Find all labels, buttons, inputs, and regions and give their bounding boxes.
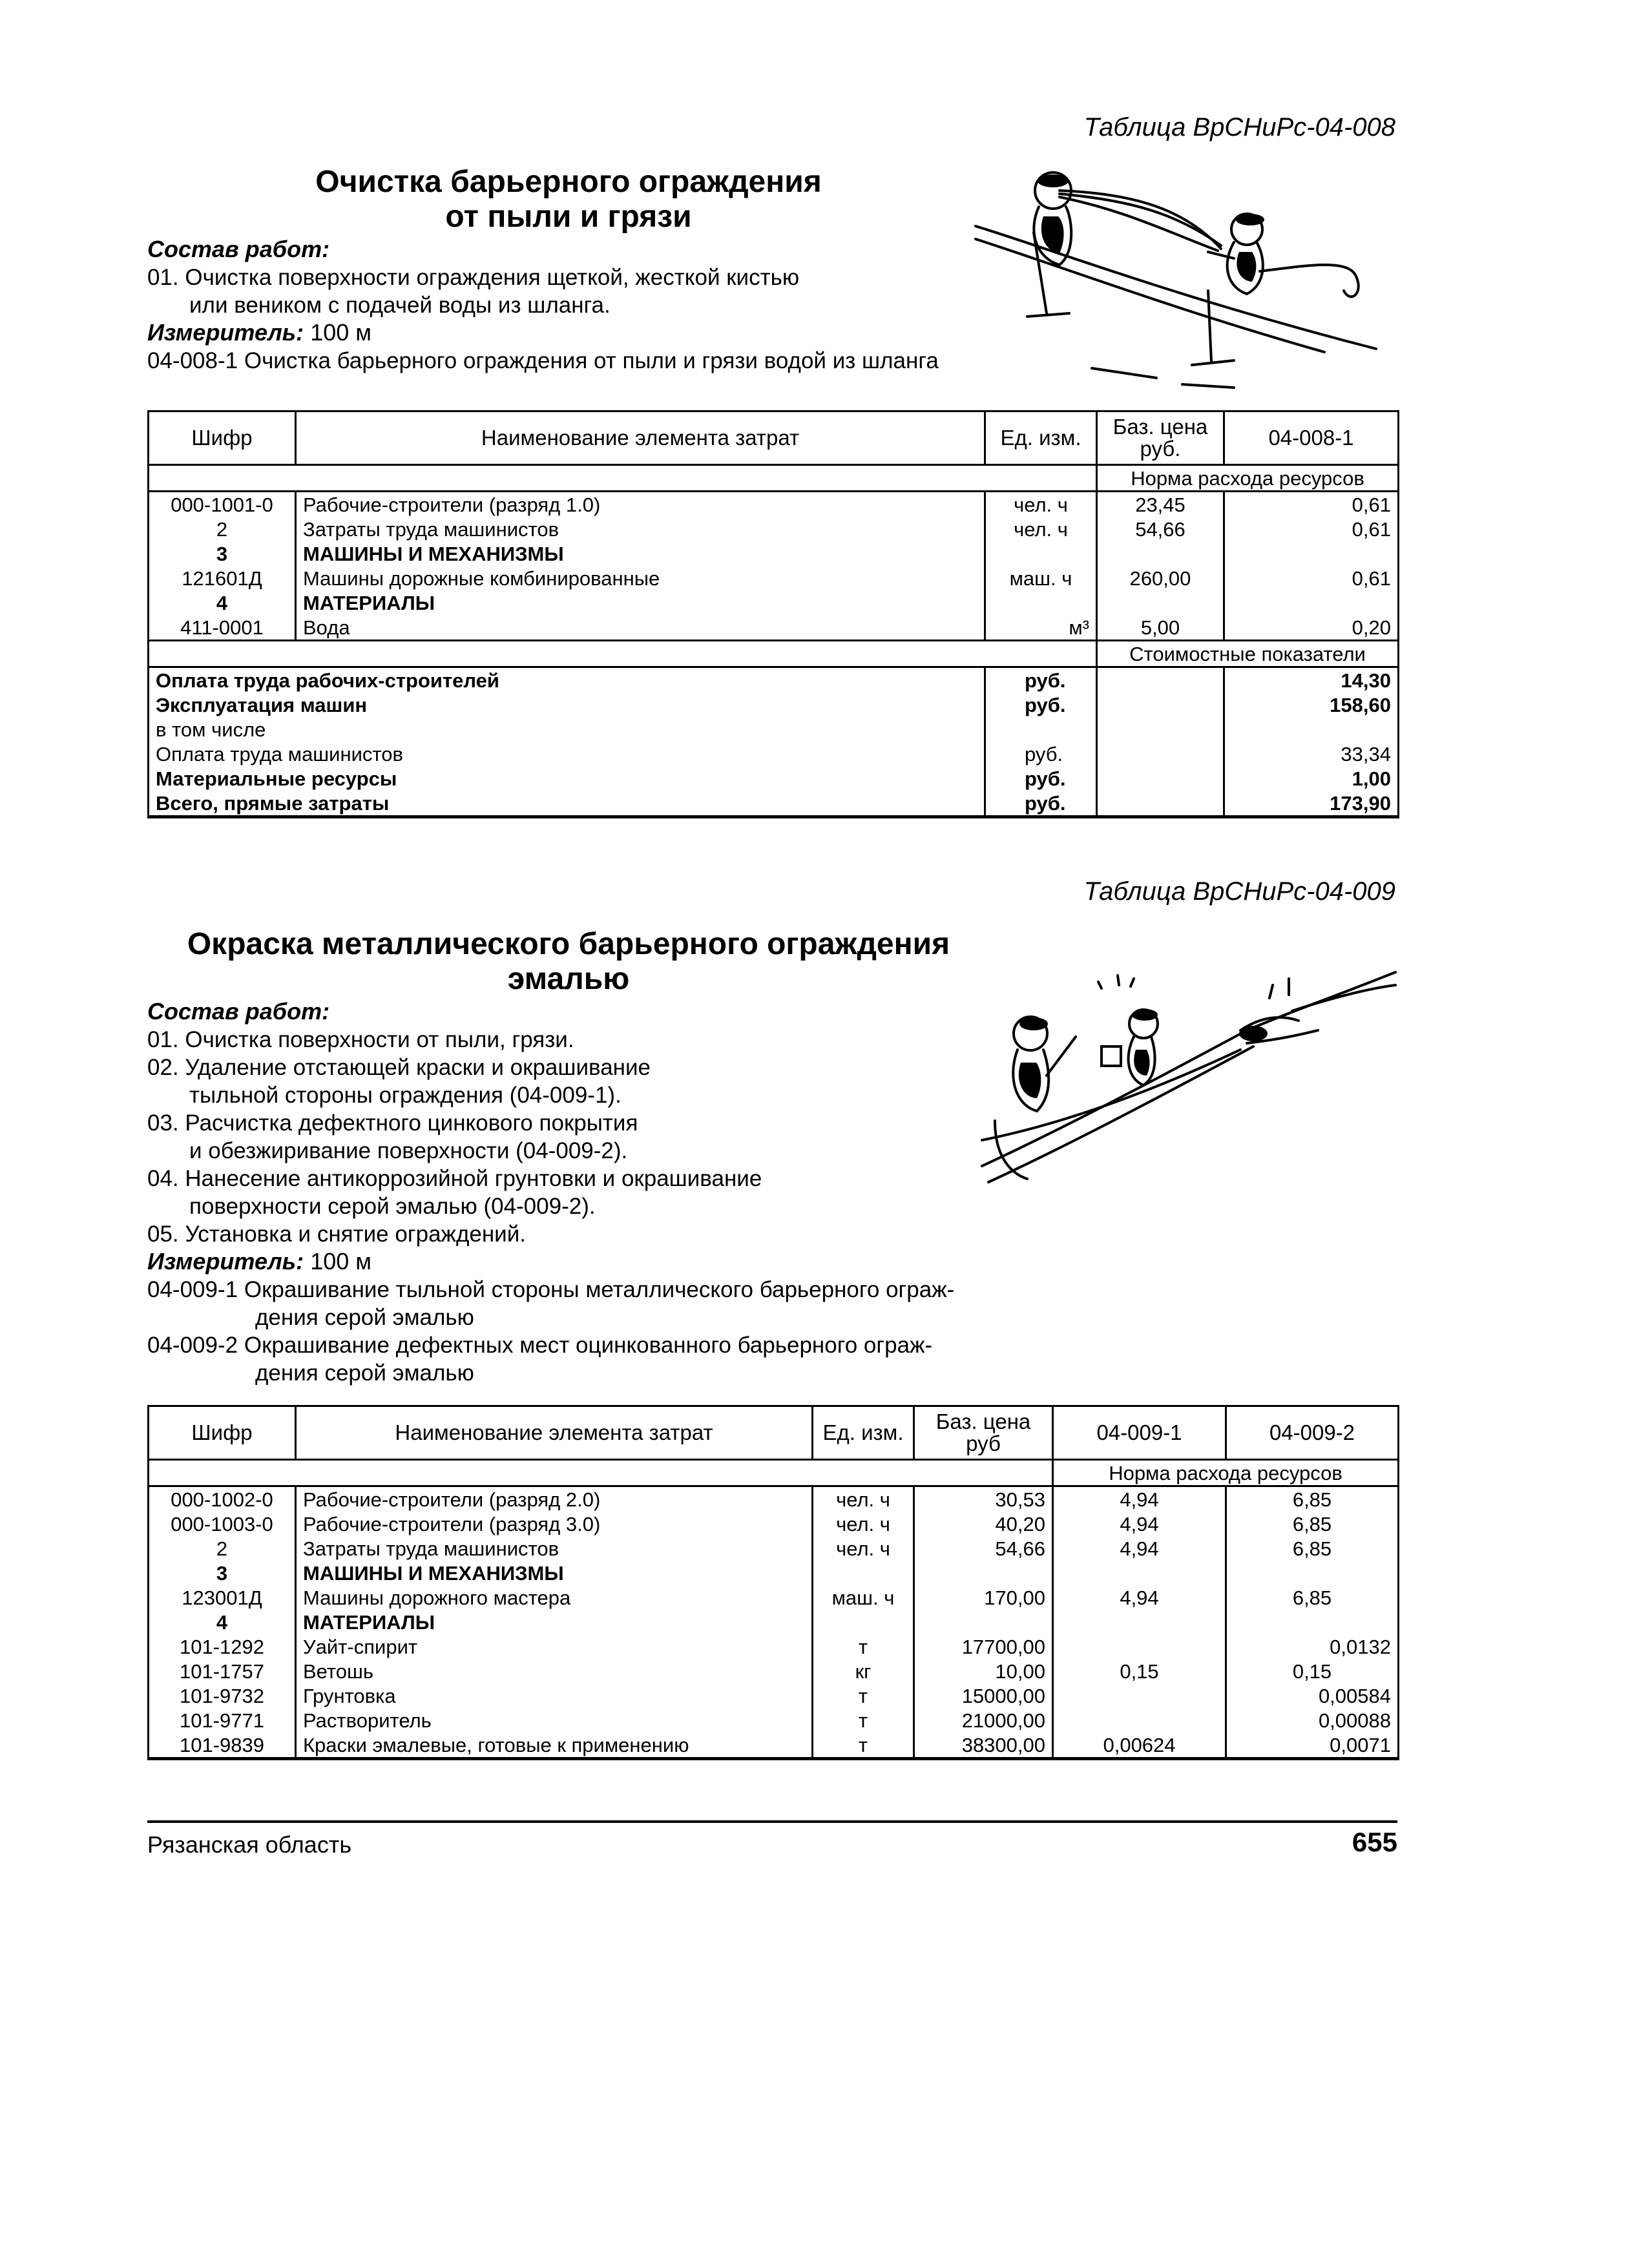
item-line: 04-009-1 Окрашивание тыльной стороны металлического барьерного ограж- [147,1277,955,1302]
resource-table-04-009 [147,1405,1399,1760]
value-cell [1226,1610,1399,1634]
blank-cell [149,641,296,667]
price-cell: 40,20 [914,1512,1053,1536]
work-item: 01. Очистка поверхности от пыли, грязи. [147,1027,574,1052]
value-cell: 0,0132 [1226,1634,1399,1659]
table-row [149,1732,1399,1759]
cost-name-cell: Оплата труда машинистов [149,742,985,766]
header-cell: Шифр [149,411,296,465]
header-cell: 04-009-2 [1226,1406,1399,1460]
name-cell: Уайт-спирит [296,1634,813,1659]
table-row [149,615,1399,641]
blank-cell [149,465,296,492]
value-cell: 0,0071 [1226,1732,1399,1759]
value-cell [1224,717,1399,742]
title-line: Окраска металлического барьерного ограждения [187,927,950,961]
blank-cell [296,1460,813,1486]
unit-cell: маш. ч [985,566,1097,590]
work-item: 03. Расчистка дефектного цинкового покрытия [147,1110,638,1136]
unit-cell: руб. [985,667,1097,693]
price-cell: 54,66 [1097,517,1224,541]
code-cell: 2 [149,517,296,541]
cost-row [149,717,1399,742]
name-cell: Машины дорожные комбинированные [296,566,985,590]
table-name: Таблица ВрСНиРс-04-009 [1083,877,1395,906]
table-row [149,1708,1399,1732]
cost-name-cell: в том числе [149,717,985,742]
unit-cell: маш. ч [813,1585,914,1610]
item-line-cont: дения серой эмалью [255,1360,474,1386]
name-cell: Рабочие-строители (разряд 2.0) [296,1486,813,1512]
cost-section-row [149,641,1399,667]
name-cell: МАТЕРИАЛЫ [296,590,985,615]
footer-divider [147,1820,1397,1823]
unit-cell [985,590,1097,615]
value-cell [1053,1683,1226,1708]
norm-label: Норма расхода ресурсов [1097,465,1399,492]
name-cell: Растворитель [296,1708,813,1732]
header-cell: Баз. цена руб [914,1406,1053,1460]
blank-cell [914,1460,1053,1486]
name-cell: Машины дорожного мастера [296,1585,813,1610]
item-line-cont: дения серой эмалью [255,1305,474,1330]
unit-cell: т [813,1708,914,1732]
table-row [149,492,1399,517]
price-cell: 30,53 [914,1486,1053,1512]
price-cell: 10,00 [914,1659,1053,1683]
table-row [149,1610,1399,1634]
norm-section-row [149,465,1399,492]
code-cell: 101-9771 [149,1708,296,1732]
unit-cell: м³ [985,615,1097,641]
price-cell: 38300,00 [914,1732,1053,1759]
unit-cell: кг [813,1659,914,1683]
value-cell: 0,15 [1053,1659,1226,1683]
code-cell: 411-0001 [149,615,296,641]
measure: Измеритель: 100 м [147,319,372,346]
blank-cell [1097,667,1224,693]
code-cell: 000-1002-0 [149,1486,296,1512]
value-cell: 0,61 [1224,566,1399,590]
price-cell: 17700,00 [914,1634,1053,1659]
unit-cell: т [813,1683,914,1708]
cleaning-workers-illustration [963,155,1402,394]
value-cell: 4,94 [1053,1512,1226,1536]
title-line: эмалью [507,962,630,996]
blank-cell [985,465,1097,492]
code-cell: 000-1001-0 [149,492,296,517]
table-row [149,1683,1399,1708]
value-cell [1224,590,1399,615]
value-cell: 4,94 [1053,1585,1226,1610]
work-item-cont: и обезжиривание поверхности (04-009-2). [189,1138,628,1163]
value-cell: 0,15 [1226,1659,1399,1683]
cost-name-cell: Эксплуатация машин [149,692,985,717]
code-cell: 101-9732 [149,1683,296,1708]
code-cell: 101-1292 [149,1634,296,1659]
page-number: 655 [1352,1827,1397,1857]
blank-cell [1097,742,1224,766]
work-item: 05. Установка и снятие ограждений. [147,1222,526,1247]
cost-name-cell: Оплата труда рабочих-строителей [149,667,985,693]
value-cell: 14,30 [1224,667,1399,693]
blank-cell [1097,717,1224,742]
price-cell [914,1610,1053,1634]
footer-region: Рязанская область [147,1831,352,1858]
name-cell: Затраты труда машинистов [296,1536,813,1561]
table-header-row [149,1406,1399,1460]
work-item: 04. Нанесение антикоррозийной грунтовки и окрашивание [147,1166,762,1191]
work-item-cont: поверхности серой эмалью (04-009-2). [189,1194,596,1219]
table-row [149,1561,1399,1585]
unit-cell: чел. ч [813,1486,914,1512]
resource-table-04-008 [147,410,1399,818]
section-title [149,165,988,234]
value-cell: 0,20 [1224,615,1399,641]
table-row [149,1486,1399,1512]
price-cell: 23,45 [1097,492,1224,517]
code-cell: 2 [149,1536,296,1561]
header-cell: Баз. цена руб. [1097,411,1224,465]
unit-cell [985,541,1097,566]
item-line: 04-008-1 Очистка барьерного ограждения от пыли и грязи водой из шланга [147,348,939,373]
work-item-cont: или веником с подачей воды из шланга. [189,293,611,318]
value-cell: 0,00624 [1053,1732,1226,1759]
value-cell: 1,00 [1224,766,1399,791]
item-line: 04-009-2 Окрашивание дефектных мест оцинкованного барьерного ограж- [147,1333,933,1358]
value-cell: 158,60 [1224,692,1399,717]
name-cell: Краски эмалевые, готовые к применению [296,1732,813,1759]
work-item: 01. Очистка поверхности ограждения щеткой, жесткой кистью [147,265,800,290]
value-cell: 0,00088 [1226,1708,1399,1732]
value-cell [1226,1561,1399,1585]
value-cell: 6,85 [1226,1486,1399,1512]
code-cell: 101-1757 [149,1659,296,1683]
unit-cell: чел. ч [985,492,1097,517]
norm-label: Норма расхода ресурсов [1053,1460,1399,1486]
value-cell: 6,85 [1226,1512,1399,1536]
value-cell: 4,94 [1053,1536,1226,1561]
unit-cell: руб. [985,692,1097,717]
name-cell: МАШИНЫ И МЕХАНИЗМЫ [296,541,985,566]
blank-cell [296,641,985,667]
blank-cell [985,641,1097,667]
title-line: от пыли и грязи [445,200,692,234]
table-row [149,1585,1399,1610]
price-cell: 170,00 [914,1585,1053,1610]
unit-cell: руб. [985,742,1097,766]
name-cell: Ветошь [296,1659,813,1683]
price-cell: 260,00 [1097,566,1224,590]
cost-row [149,667,1399,693]
price-cell [1097,590,1224,615]
cost-row [149,766,1399,791]
table-row [149,517,1399,541]
name-cell: МАТЕРИАЛЫ [296,1610,813,1634]
value-cell [1053,1561,1226,1585]
name-cell: Вода [296,615,985,641]
code-cell: 4 [149,1610,296,1634]
value-cell: 33,34 [1224,742,1399,766]
code-cell: 4 [149,590,296,615]
unit-cell: руб. [985,766,1097,791]
table-name: Таблица ВрСНиРс-04-008 [1083,113,1395,141]
code-cell: 000-1003-0 [149,1512,296,1536]
unit-cell: чел. ч [813,1512,914,1536]
work-item: 02. Удаление отстающей краски и окрашивание [147,1055,651,1080]
price-cell: 54,66 [914,1536,1053,1561]
blank-cell [1097,791,1224,817]
value-cell [1053,1610,1226,1634]
cost-row [149,692,1399,717]
measure: Измеритель: 100 м [147,1248,372,1274]
price-cell: 15000,00 [914,1683,1053,1708]
title-line: Очистка барьерного ограждения [315,165,822,199]
name-cell: Затраты труда машинистов [296,517,985,541]
unit-cell: чел. ч [985,517,1097,541]
name-cell: Рабочие-строители (разряд 3.0) [296,1512,813,1536]
table-row [149,1634,1399,1659]
table-row [149,1536,1399,1561]
value-cell [1053,1634,1226,1659]
unit-cell: т [813,1634,914,1659]
painting-workers-illustration [969,959,1402,1205]
value-cell: 6,85 [1226,1536,1399,1561]
cost-row [149,791,1399,817]
code-cell: 101-9839 [149,1732,296,1759]
cost-name-cell: Всего, прямые затраты [149,791,985,817]
blank-cell [1097,692,1224,717]
name-cell: МАШИНЫ И МЕХАНИЗМЫ [296,1561,813,1585]
header-cell: Ед. изм. [985,411,1097,465]
header-cell: Ед. изм. [813,1406,914,1460]
unit-cell: чел. ч [813,1536,914,1561]
name-cell: Рабочие-строители (разряд 1.0) [296,492,985,517]
unit-cell [985,717,1097,742]
value-cell: 0,00584 [1226,1683,1399,1708]
value-cell: 173,90 [1224,791,1399,817]
value-cell: 6,85 [1226,1585,1399,1610]
value-cell: 4,94 [1053,1486,1226,1512]
price-cell [914,1561,1053,1585]
work-item-cont: тыльной стороны ограждения (04-009-1). [189,1083,621,1108]
blank-cell [813,1460,914,1486]
header-cell: Наименование элемента затрат [296,411,985,465]
header-cell: 04-009-1 [1053,1406,1226,1460]
header-cell: Наименование элемента затрат [296,1406,813,1460]
header-cell: Шифр [149,1406,296,1460]
code-cell: 123001Д [149,1585,296,1610]
cost-name-cell: Материальные ресурсы [149,766,985,791]
code-cell: 3 [149,1561,296,1585]
code-cell: 121601Д [149,566,296,590]
cost-label: Стоимостные показатели [1097,641,1399,667]
value-cell [1224,541,1399,566]
name-cell: Грунтовка [296,1683,813,1708]
work-composition-label: Состав работ: [147,998,330,1025]
unit-cell: т [813,1732,914,1759]
unit-cell: руб. [985,791,1097,817]
table-row [149,566,1399,590]
value-cell: 0,61 [1224,492,1399,517]
blank-cell [1097,766,1224,791]
blank-cell [296,465,985,492]
section-title [149,927,988,997]
table-row [149,590,1399,615]
table-row [149,541,1399,566]
price-cell [1097,541,1224,566]
unit-cell [813,1561,914,1585]
price-cell: 21000,00 [914,1708,1053,1732]
value-cell [1053,1708,1226,1732]
price-cell: 5,00 [1097,615,1224,641]
code-cell: 3 [149,541,296,566]
blank-cell [149,1460,296,1486]
value-cell: 0,61 [1224,517,1399,541]
table-header-row [149,411,1399,465]
work-composition-label: Состав работ: [147,236,330,262]
header-cell: 04-008-1 [1224,411,1399,465]
cost-row [149,742,1399,766]
table-row [149,1512,1399,1536]
unit-cell [813,1610,914,1634]
norm-section-row [149,1460,1399,1486]
table-row [149,1659,1399,1683]
